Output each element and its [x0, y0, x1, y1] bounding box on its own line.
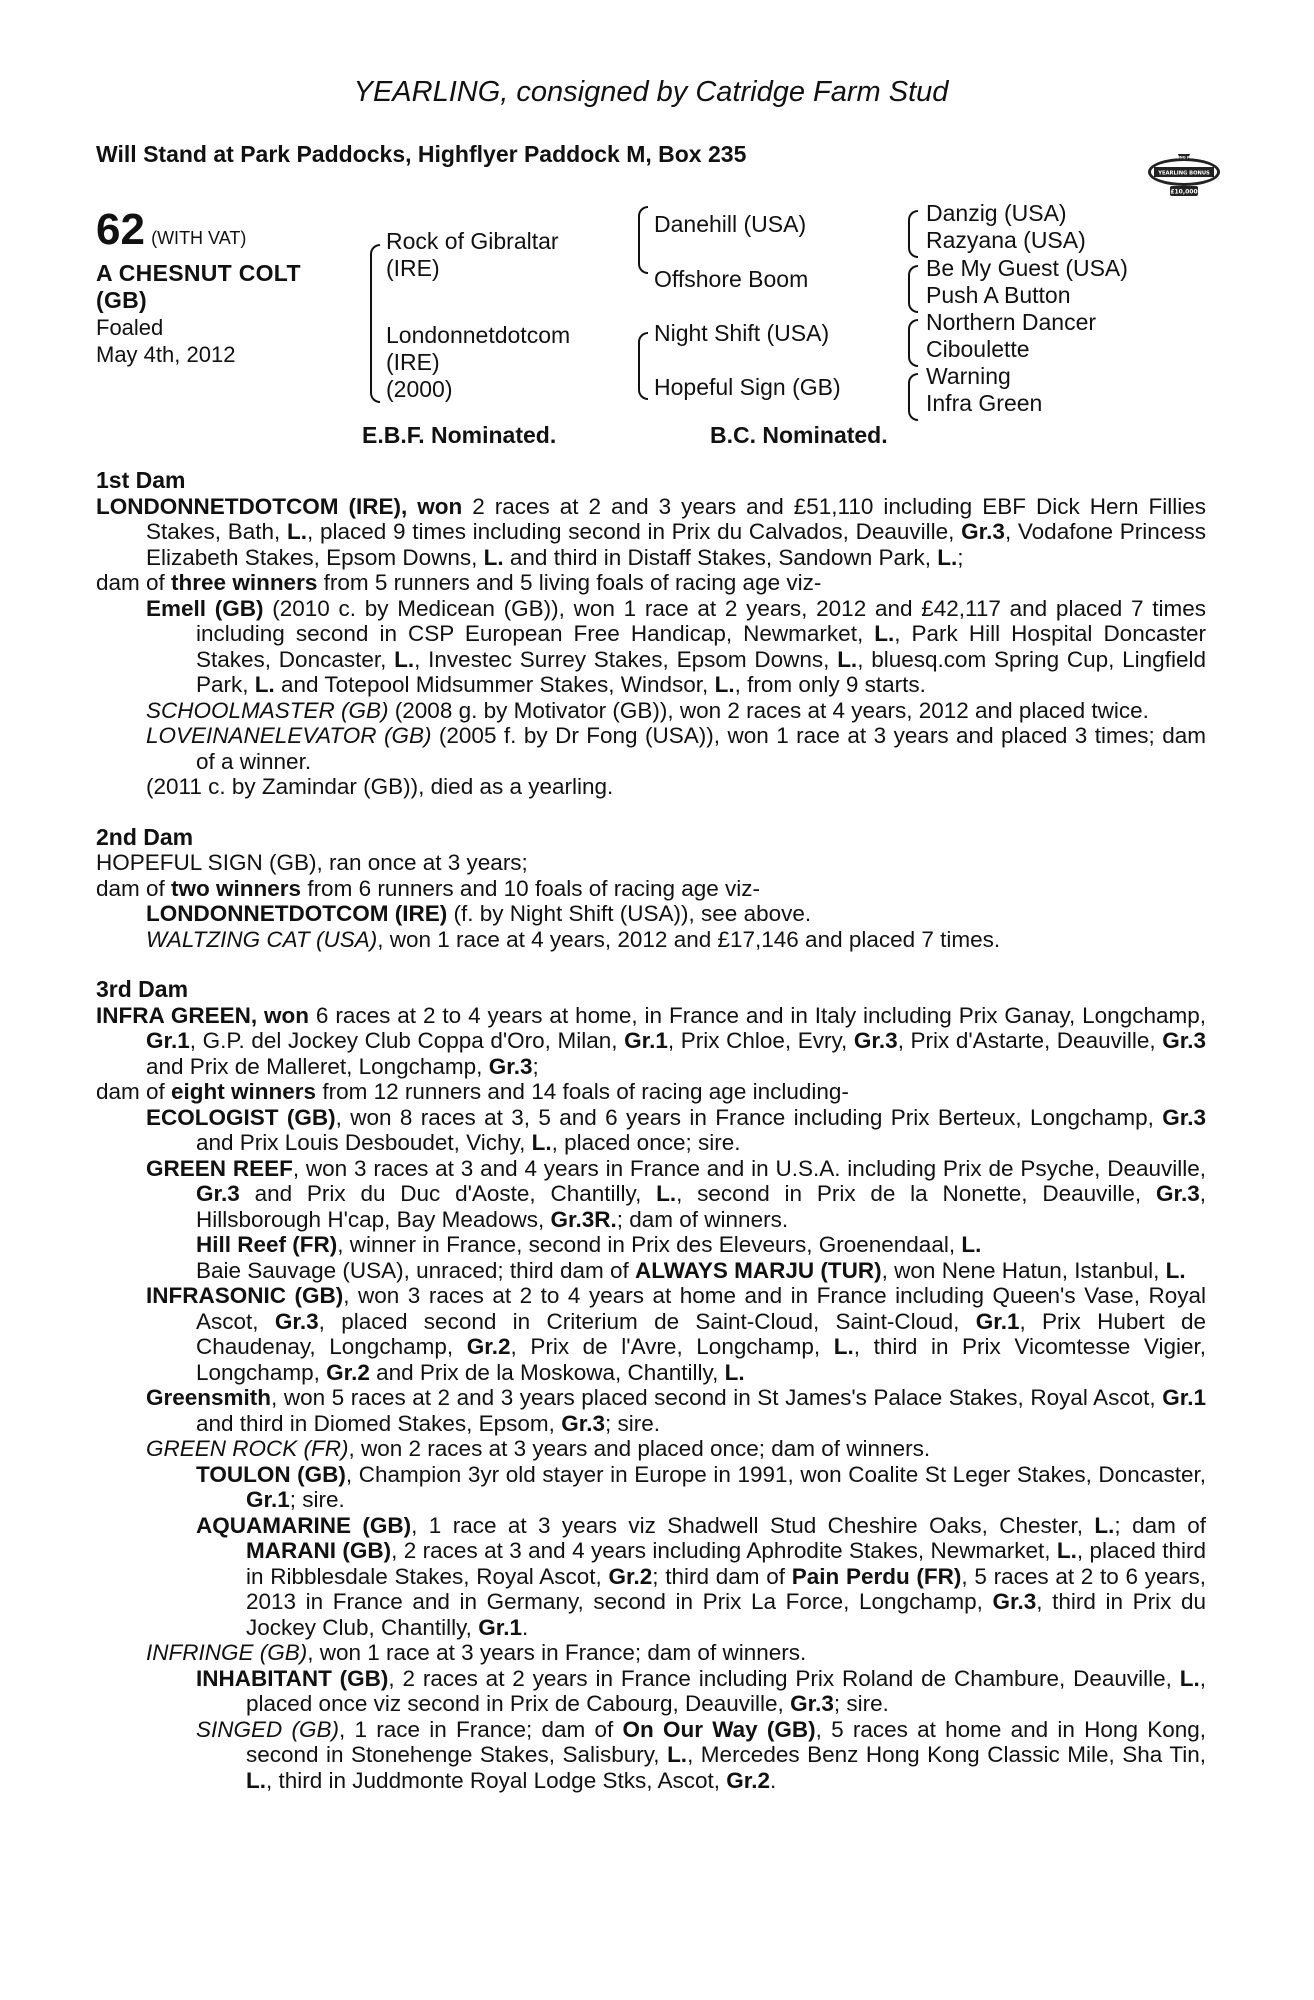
pedigree-brace-g3-3	[908, 319, 918, 367]
ebf-nominated: E.B.F. Nominated.	[362, 422, 557, 448]
lot-number: 62	[96, 205, 145, 254]
produce-greensmith: Greensmith, won 5 races at 2 and 3 years placed second in St James's Palace Stakes, Royal Ascot, Gr.1 and third in Diomed Stakes, Epsom, Gr.3; sire.	[146, 1385, 1206, 1436]
stand-location: Will Stand at Park Paddocks, Highflyer Paddock M, Box 235	[96, 141, 747, 167]
pedigree-brace-g3-1	[908, 210, 918, 258]
produce-waltzing-cat: WALTZING CAT (USA), won 1 race at 4 years, 2012 and £17,146 and placed 7 times.	[146, 926, 1001, 952]
pedigree-g3-3: Be My Guest (USA)	[926, 255, 1128, 281]
third-dam-produce-summary: dam of eight winners from 12 runners and 14 foals of racing age including-	[96, 1079, 849, 1104]
pedigree-brace-g3-4	[908, 373, 918, 421]
bonus-logo-mid: YEARLING BONUS	[1158, 170, 1210, 177]
foaled-label: Foaled	[96, 315, 164, 340]
page-title: YEARLING, consigned by Catridge Farm Stud	[353, 76, 949, 108]
produce-londonnetdotcom: LONDONNETDOTCOM (IRE) (f. by Night Shift (USA)), see above.	[146, 901, 812, 926]
bonus-logo-top: RACING POST	[1170, 155, 1198, 160]
produce-baie-sauvage: Baie Sauvage (USA), unraced; third dam of ALWAYS MARJU (TUR), won Nene Hatun, Istanbul, L.	[196, 1257, 1186, 1283]
dam-history	[96, 468, 1206, 1793]
pedigree-sire-dam: Offshore Boom	[654, 266, 809, 292]
produce-aquamarine: AQUAMARINE (GB), 1 race at 3 years viz Shadwell Stud Cheshire Oaks, Chester, L.; dam of MARANI (GB), 2 races at 3 and 4 years including Aphrodite Stakes, Newmarket, L., placed third in Ribblesdale Stakes, Royal Ascot, Gr.2; third dam of Pain Perdu (FR), 5 races at 2 to 6 years, 2013 in France and in Germany, second in Prix La Force, Longchamp, Gr.3, third in Prix du Jockey Club, Chantilly, Gr.1.	[196, 1512, 1207, 1640]
pedigree-dam-dam: Hopeful Sign (GB)	[654, 374, 841, 400]
pedigree-g3-8: Infra Green	[926, 390, 1043, 416]
lot-description	[96, 260, 366, 314]
produce-emell: Emell (GB) (2010 c. by Medicean (GB)), won 1 race at 2 years, 2012 and £42,117 and placed 7 times including second in CSP European Free Handicap, Newmarket, L., Park Hill Hospital Doncaster Stakes, Doncaster, L., Investec Surrey Stakes, Epsom Downs, L., bluesq.com Spring Cup, Lingfield Park, L. and Totepool Midsummer Stakes, Windsor, L., from only 9 starts.	[146, 595, 1206, 697]
produce-inhabitant: INHABITANT (GB), 2 races at 2 years in France including Prix Roland de Chambure, Deauville, L., placed once viz second in Prix de Cabourg, Deauville, Gr.3; sire.	[196, 1665, 1206, 1716]
first-dam-record: LONDONNETDOTCOM (IRE), won 2 races at 2 and 3 years and £51,110 including EBF Dick Hern Fillies Stakes, Bath, L., placed 9 times including second in Prix du Calvados, Deauville, Gr.3, Vodafone Princess Elizabeth Stakes, Epsom Downs, L. and third in Distaff Stakes, Sandown Park, L.;	[96, 493, 1206, 570]
pedigree-g3-6: Ciboulette	[926, 336, 1030, 362]
pedigree-g3-2: Razyana (USA)	[926, 227, 1086, 253]
pedigree-g3-1: Danzig (USA)	[926, 200, 1067, 226]
foaled-date: May 4th, 2012	[96, 342, 236, 367]
produce-hill-reef: Hill Reef (FR), winner in France, second in Prix des Eleveurs, Groenendaal, L.	[196, 1232, 982, 1257]
produce-infrasonic: INFRASONIC (GB), won 3 races at 2 to 4 years at home and in France including Queen's Vase, Royal Ascot, Gr.3, placed second in Criterium de Saint-Cloud, Saint-Cloud, Gr.1, Prix Hubert de Chaudenay, Longchamp, Gr.2, Prix de l'Avre, Longchamp, L., third in Prix Vicomtesse Vigier, Longchamp, Gr.2 and Prix de la Moskowa, Chantilly, L.	[146, 1283, 1206, 1385]
produce-2011-colt: (2011 c. by Zamindar (GB)), died as a yearling.	[146, 774, 614, 799]
pedigree-brace-g1	[370, 244, 380, 403]
third-dam-heading: 3rd Dam	[96, 976, 189, 1002]
pedigree-g3-7: Warning	[926, 363, 1011, 389]
bc-nominated: B.C. Nominated.	[710, 422, 888, 448]
produce-ecologist: ECOLOGIST (GB), won 8 races at 3, 5 and 6 years in France including Prix Berteux, Longchamp, Gr.3 and Prix Louis Desboudet, Vichy, L., placed once; sire.	[146, 1104, 1206, 1155]
produce-green-rock: GREEN ROCK (FR), won 2 races at 3 years and placed once; dam of winners.	[146, 1436, 931, 1461]
produce-loveinanelevator: LOVEINANELEVATOR (GB) (2005 f. by Dr Fong (USA)), won 1 race at 3 years and placed 3 times; dam of a winner.	[146, 723, 1206, 774]
pedigree-brace-g2-dam	[638, 332, 648, 400]
pedigree-brace-g3-2	[908, 265, 918, 313]
pedigree-dam: Londonnetdotcom (IRE) (2000)	[386, 322, 571, 402]
pedigree-sire: Rock of Gibraltar (IRE)	[386, 228, 559, 281]
pedigree-dam-sire: Night Shift (USA)	[654, 320, 830, 346]
produce-singed: SINGED (GB), 1 race in France; dam of On Our Way (GB), 5 races at home and in Hong Kong, second in Stonehenge Stakes, Salisbury, L., Mercedes Benz Hong Kong Classic Mile, Sha Tin, L., third in Juddmonte Royal Lodge Stks, Ascot, Gr.2.	[196, 1716, 1206, 1793]
pedigree-g3-5: Northern Dancer	[926, 309, 1097, 335]
lot-description-line2: (GB)	[96, 287, 148, 313]
second-dam-heading: 2nd Dam	[96, 823, 194, 850]
produce-infringe: INFRINGE (GB), won 1 race at 3 years in France; dam of winners.	[146, 1640, 807, 1665]
yearling-bonus-logo	[1144, 146, 1224, 202]
vat-label: (WITH VAT)	[151, 228, 247, 248]
produce-schoolmaster: SCHOOLMASTER (GB) (2008 g. by Motivator (GB)), won 2 races at 4 years, 2012 and placed twice.	[146, 697, 1149, 723]
second-dam-produce-summary: dam of two winners from 6 runners and 10 foals of racing age viz-	[96, 875, 761, 901]
produce-green-reef: GREEN REEF, won 3 races at 3 and 4 years in France and in U.S.A. including Prix de Psyche, Deauville, Gr.3 and Prix du Duc d'Aoste, Chantilly, L., second in Prix de la Nonette, Deauville, Gr.3, Hillsborough H'cap, Bay Meadows, Gr.3R.; dam of winners.	[146, 1155, 1206, 1232]
lot-info	[96, 206, 366, 368]
pedigree-g3-4: Push A Button	[926, 282, 1071, 308]
first-dam-heading: 1st Dam	[96, 467, 186, 493]
second-dam-record: HOPEFUL SIGN (GB), ran once at 3 years;	[96, 850, 528, 875]
third-dam-record: INFRA GREEN, won 6 races at 2 to 4 years at home, in France and in Italy including Prix Ganay, Longchamp, Gr.1, G.P. del Jockey Club Coppa d'Oro, Milan, Gr.1, Prix Chloe, Evry, Gr.3, Prix d'Astarte, Deauville, Gr.3 and Prix de Malleret, Longchamp, Gr.3;	[96, 1002, 1206, 1079]
produce-toulon: TOULON (GB), Champion 3yr old stayer in Europe in 1991, won Coalite St Leger Stakes, Doncaster, Gr.1; sire.	[196, 1461, 1206, 1512]
pedigree-brace-g2-sire	[638, 206, 648, 274]
bonus-logo-amount: £10,000	[1170, 188, 1198, 196]
first-dam-produce-summary: dam of three winners from 5 runners and 5 living foals of racing age viz-	[96, 570, 822, 595]
lot-description-line1: A CHESNUT COLT	[96, 260, 301, 286]
pedigree-sire-sire: Danehill (USA)	[654, 211, 807, 237]
